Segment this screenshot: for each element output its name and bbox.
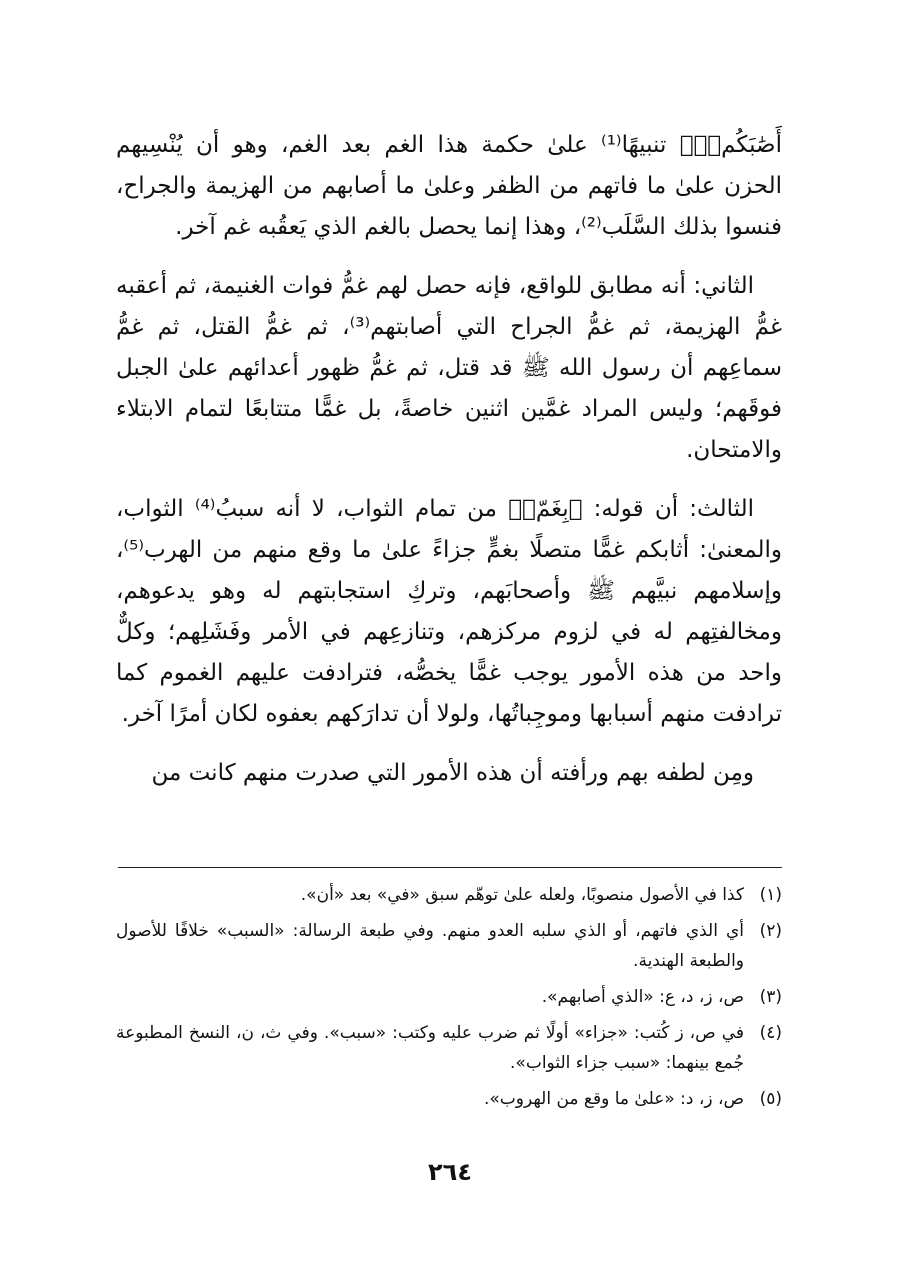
footnote-text: أي الذي فاتهم، أو الذي سلبه العدو منهم. وفي طبعة الرسالة: «السبب» خلافًا للأصول والطبعة الهندية. xyxy=(116,921,744,971)
footnote-text: كذا في الأصول منصوبًا، ولعله علىٰ توهّم سبق «في» بعد «أن». xyxy=(300,885,744,905)
paragraph-2: الثاني: أنه مطابق للواقع، فإنه حصل لهم غمُّ فوات الغنيمة، ثم أعقبه غمُّ الهزيمة، ثم غمُّ الجراح التي أصابتهم⁽³⁾، ثم غمُّ القتل، ثم غمُّ سماعِهم أن رسول الله ﷺ قد قتل، ثم غمُّ ظهور أعدائهم علىٰ الجبل فوقَهم؛ وليس المراد غمَّين اثنين خاصةً، بل غمًّا متتابعًا لتمام الابتلاء والامتحان. xyxy=(116,273,782,463)
footnote-text: ص، ز، د: «علىٰ ما وقع من الهروب». xyxy=(483,1089,744,1109)
footnotes xyxy=(116,880,782,1120)
footnote-2 xyxy=(116,916,782,976)
paragraph-4: ومِن لطفه بهم ورأفته أن هذه الأمور التي صدرت منهم كانت من xyxy=(151,760,754,786)
footnote-text: في ص، ز كُتب: «جزاء» أولًا ثم ضرب عليه وكتب: «سبب». وفي ث، ن، النسخ المطبوعة جُمع بينهما: «سبب جزاء الثواب». xyxy=(116,1023,744,1073)
footnote-number: (٥) xyxy=(759,1089,782,1109)
footnote-number: (٢) xyxy=(759,921,782,941)
footnote-divider xyxy=(118,867,782,868)
paragraph-3: الثالث: أن قوله: ﴿بِغَمّٖ﴾ من تمام الثواب، لا أنه سببُ⁽⁴⁾ الثواب، والمعنىٰ: أثابكم غمًّا متصلًا بغمٍّ جزاءً علىٰ ما وقع منهم من الهرب⁽⁵⁾، وإسلامهم نبيَّهم ﷺ وأصحابَهم، وتركِ استجابتهم له وهو يدعوهم، ومخالفتِهم له في لزوم مركزهم، وتنازعِهم في الأمر وفَشَلِهم؛ وكلٌّ واحد من هذه الأمور يوجب غمًّا يخصُّه، فترادفت عليهم الغموم كما ترادفت منهم أسبابها وموجِباتُها، ولولا أن تدارَكهم بعفوه لكان أمرًا آخر. xyxy=(116,496,782,727)
paragraph-1: أَصَٰبَكُمۡۗ﴾ تنبيهًا⁽¹⁾ علىٰ حكمة هذا الغم بعد الغم، وهو أن يُنْسِيهم الحزن علىٰ ما فاتهم من الظفر وعلىٰ ما أصابهم من الهزيمة والجراح، فنسوا بذلك السَّلَب⁽²⁾، وهذا إنما يحصل بالغم الذي يَعقُبه غم آخر. xyxy=(116,132,782,240)
footnote-number: (٤) xyxy=(759,1023,782,1043)
footnote-3 xyxy=(116,982,782,1012)
footnote-1 xyxy=(116,880,782,910)
footnote-4 xyxy=(116,1018,782,1078)
footnote-5 xyxy=(116,1084,782,1114)
footnote-number: (١) xyxy=(759,885,782,905)
page-number: ٢٦٤ xyxy=(428,1158,472,1186)
main-text xyxy=(116,125,782,794)
footnote-number: (٣) xyxy=(759,987,782,1007)
footnote-text: ص، ز، د، ع: «الذي أصابهم». xyxy=(541,987,744,1007)
